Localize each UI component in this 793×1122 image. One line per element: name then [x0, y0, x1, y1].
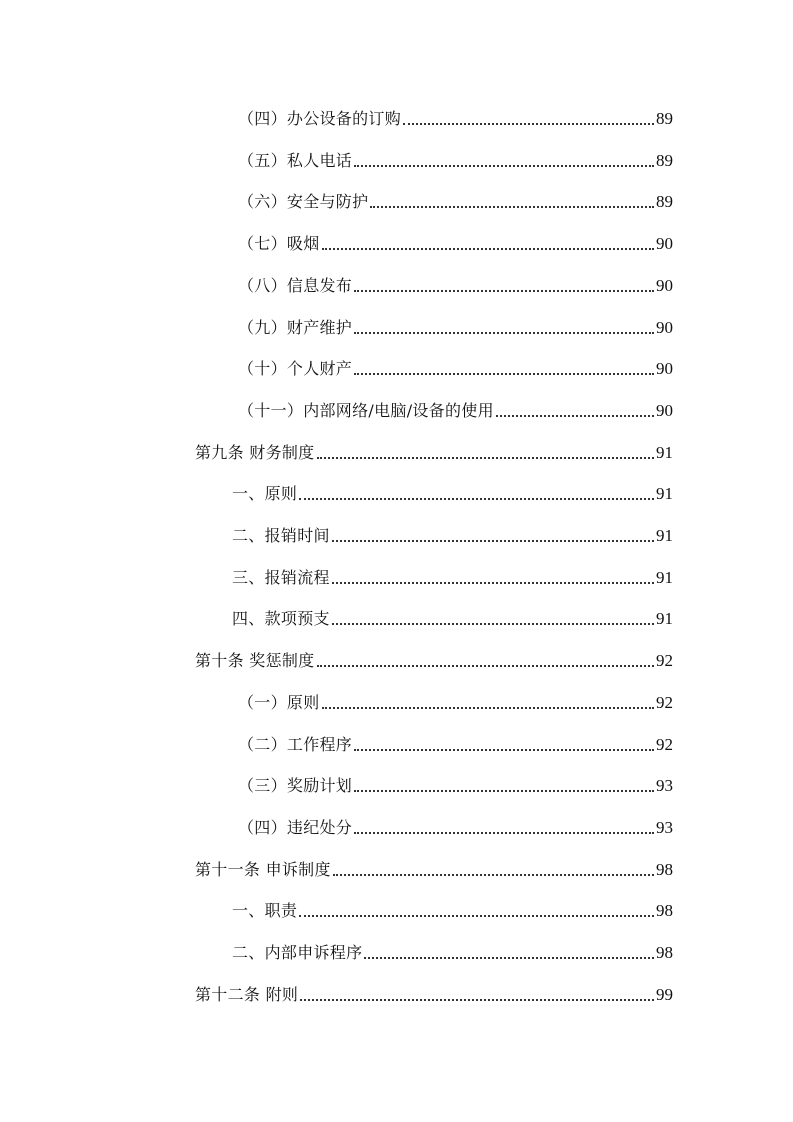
toc-entry-page: 92 [656, 734, 673, 754]
toc-entry-title: 第十条 奖惩制度 [195, 651, 315, 671]
toc-entry-title: 一、原则 [232, 484, 298, 504]
toc-entry-page: 92 [656, 651, 673, 671]
toc-entry-title: （三）奖励计划 [238, 776, 353, 796]
toc-entry-page: 89 [656, 192, 673, 212]
toc-entry-page: 93 [656, 817, 673, 837]
toc-entry-title: 四、款项预支 [232, 609, 330, 629]
toc-entry-page: 91 [656, 442, 673, 462]
toc-entry-title: 三、报销流程 [232, 567, 330, 587]
toc-entry[interactable] [238, 688, 673, 714]
dot-leader [299, 498, 654, 500]
dot-leader [354, 165, 654, 167]
toc-entry-page: 91 [656, 484, 673, 504]
toc-entry[interactable] [238, 313, 673, 339]
toc-entry-page: 89 [656, 109, 673, 128]
toc-entry-title: （九）财产维护 [238, 317, 353, 337]
dot-leader [332, 582, 654, 584]
toc-entry[interactable] [238, 146, 673, 172]
toc-entry-page: 98 [656, 901, 673, 921]
dot-leader [322, 248, 654, 250]
dot-leader [354, 790, 654, 792]
toc-entry[interactable] [232, 896, 673, 922]
toc-entry[interactable] [195, 438, 673, 464]
toc-entry[interactable] [195, 855, 673, 881]
toc-entry-title: （七）吸烟 [238, 234, 320, 254]
dot-leader [496, 415, 654, 417]
toc-entry-title: （十一）内部网络/电脑/设备的使用 [238, 400, 494, 420]
toc-entry-title: 二、报销时间 [232, 526, 330, 545]
toc-entry-page: 98 [656, 859, 673, 879]
toc-entry-page: 98 [656, 943, 673, 962]
toc-entry-page: 89 [656, 150, 673, 170]
toc-entry-title: （二）工作程序 [238, 734, 353, 754]
dot-leader [354, 832, 654, 834]
toc-entry-title: （五）私人电话 [238, 150, 353, 170]
toc-entry[interactable] [238, 104, 673, 130]
toc-entry-page: 91 [656, 567, 673, 587]
dot-leader [317, 457, 655, 459]
toc-entry[interactable] [232, 604, 673, 630]
toc-entry[interactable] [232, 521, 673, 547]
dot-leader [364, 957, 654, 959]
dot-leader [403, 123, 654, 125]
toc-entry[interactable] [238, 771, 673, 797]
toc-entry-title: 第十一条 申诉制度 [195, 859, 331, 879]
toc-entry-page: 90 [656, 359, 673, 379]
toc-entry-title: （六）安全与防护 [238, 192, 369, 212]
toc-entry-title: （一）原则 [238, 692, 320, 712]
toc-entry[interactable] [238, 229, 673, 255]
dot-leader [354, 290, 654, 292]
toc-entry-page: 92 [656, 692, 673, 712]
toc-entry[interactable] [238, 354, 673, 380]
dot-leader [332, 540, 654, 542]
toc-entry-page: 99 [656, 984, 673, 1004]
dot-leader [354, 749, 654, 751]
toc-entry-page: 93 [656, 776, 673, 796]
toc-entry-title: （十）个人财产 [238, 359, 353, 379]
toc-entry-page: 90 [656, 275, 673, 295]
toc-entry-title: （四）办公设备的订购 [238, 109, 402, 128]
toc-entry-page: 90 [656, 317, 673, 337]
toc-entry-page: 91 [656, 609, 673, 629]
dot-leader [333, 874, 654, 876]
toc-entry-page: 91 [656, 526, 673, 545]
dot-leader [332, 623, 654, 625]
toc-entry-page: 90 [656, 400, 673, 420]
dot-leader [370, 206, 654, 208]
toc-entry-page: 90 [656, 234, 673, 254]
toc-entry[interactable] [232, 563, 673, 589]
toc-entry-title: 第九条 财务制度 [195, 442, 315, 462]
dot-leader [317, 665, 655, 667]
toc-entry[interactable] [195, 980, 673, 1006]
toc-entry[interactable] [238, 396, 673, 422]
toc-entry-title: （四）违纪处分 [238, 817, 353, 837]
toc-entry-title: 二、内部申诉程序 [232, 943, 363, 962]
toc-entry[interactable] [238, 730, 673, 756]
toc-entry-title: 一、职责 [232, 901, 298, 921]
dot-leader [322, 707, 654, 709]
toc-entry[interactable] [232, 938, 673, 964]
toc-entry-title: （八）信息发布 [238, 275, 353, 295]
toc-entry[interactable] [195, 646, 673, 672]
toc-entry[interactable] [232, 479, 673, 505]
dot-leader [354, 373, 654, 375]
toc-entry[interactable] [238, 187, 673, 213]
dot-leader [354, 332, 654, 334]
toc-entry[interactable] [238, 813, 673, 839]
dot-leader [300, 999, 654, 1001]
toc-entry-title: 第十二条 附则 [195, 984, 299, 1004]
dot-leader [299, 915, 654, 917]
toc-entry[interactable] [238, 271, 673, 297]
